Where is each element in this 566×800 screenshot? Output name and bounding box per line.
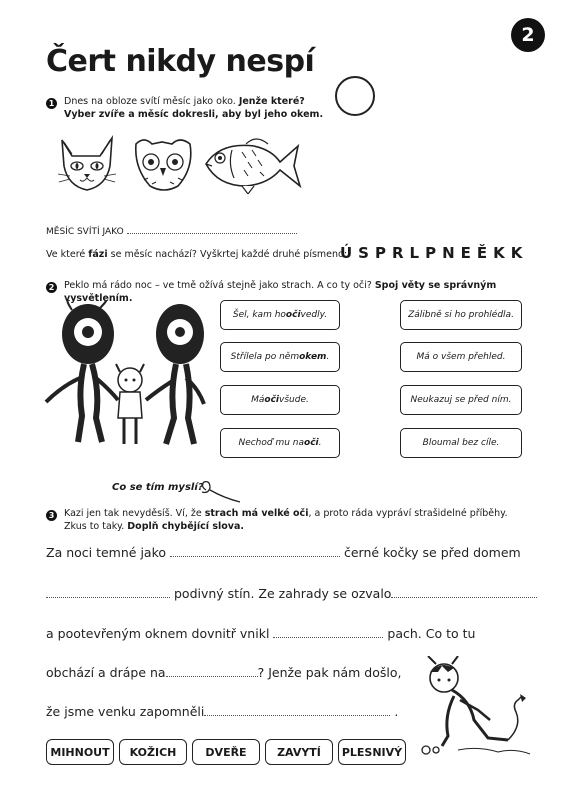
devil-illustration xyxy=(418,656,533,764)
phrase-box-left-3[interactable]: Má oči všude. xyxy=(220,385,340,415)
meaning-box-right-4[interactable]: Bloumal bez cíle. xyxy=(400,428,522,458)
page-number: 2 xyxy=(511,18,545,52)
blank-1[interactable] xyxy=(170,547,340,557)
word-kozich[interactable]: KOŽICH xyxy=(119,739,187,765)
task-2-instructions: Peklo má rádo noc – ve tmě ožívá stejně jako strach. A co ty oči? Spoj věty se správným vysvětlením. xyxy=(64,280,497,304)
owl-icon[interactable] xyxy=(136,140,191,190)
story-line-3: a pootevřeným oknem dovnitř vnikl pach. Co to tu xyxy=(46,626,476,641)
word-dvere[interactable]: DVEŘE xyxy=(192,739,260,765)
phrase-box-left-2[interactable]: Střílela po něm okem . xyxy=(220,342,340,372)
meaning-box-right-2[interactable]: Má o všem přehled. xyxy=(400,342,522,372)
story-line-5: že jsme venku zapomněli . xyxy=(46,704,399,719)
blank-6[interactable] xyxy=(204,706,390,716)
phrase-box-left-1[interactable]: Šel, kam ho oči vedly. xyxy=(220,300,340,330)
faze-line: Ve které fázi se měsíc nachází? Vyškrtej každé druhé písmeno: xyxy=(46,249,348,260)
word-plesnivy[interactable]: PLESNIVÝ xyxy=(338,739,406,765)
story-line-2: podivný stín. Ze zahrady se ozvalo xyxy=(46,586,537,601)
task-2-number: 2 xyxy=(46,282,57,293)
blank-3[interactable] xyxy=(391,588,537,598)
blank-5[interactable] xyxy=(166,667,258,677)
phrase-box-left-4[interactable]: Nechoď mu na oči . xyxy=(220,428,340,458)
page-title: Čert nikdy nespí xyxy=(46,44,315,79)
cat-icon[interactable] xyxy=(58,138,116,190)
story-line-1: Za noci temné jako černé kočky se před domem xyxy=(46,545,521,560)
mesic-line: MĚSÍC SVÍTÍ JAKO xyxy=(46,224,297,239)
meaning-box-right-3[interactable]: Neukazuj se před ním. xyxy=(400,385,522,415)
fish-icon[interactable] xyxy=(206,139,300,194)
mesic-answer-blank[interactable] xyxy=(127,224,297,234)
hint-text: Co se tím myslí? xyxy=(112,482,204,493)
task-3-instructions: Kazi jen tak nevyděsíš. Ví, že strach má velké oči, a proto ráda vypráví strašidelné příběhy. Zkus to taky. Doplň chybějící slova. xyxy=(64,508,508,532)
animals-illustration[interactable] xyxy=(56,132,306,194)
blank-4[interactable] xyxy=(273,628,383,638)
meaning-box-right-1[interactable]: Zálibně si ho prohlédla. xyxy=(400,300,522,330)
task-1-number: 1 xyxy=(46,98,57,109)
task-3-number: 3 xyxy=(46,510,57,521)
word-zavyti[interactable]: ZAVYTÍ xyxy=(265,739,333,765)
blank-2[interactable] xyxy=(46,588,170,598)
word-mihnout[interactable]: MIHNOUT xyxy=(46,739,114,765)
spiral-arrow-icon xyxy=(198,480,244,504)
task-1-instructions: Dnes na obloze svítí měsíc jako oko. Jenže které? Vyber zvíře a měsíc dokresli, aby byl jeho okem. xyxy=(64,96,324,120)
story-line-4: obchází a drápe na ? Jenže pak nám došlo, xyxy=(46,665,402,680)
letter-sequence[interactable]: ÚSPRLPNEĚKK xyxy=(340,244,529,262)
monsters-illustration xyxy=(40,300,210,450)
